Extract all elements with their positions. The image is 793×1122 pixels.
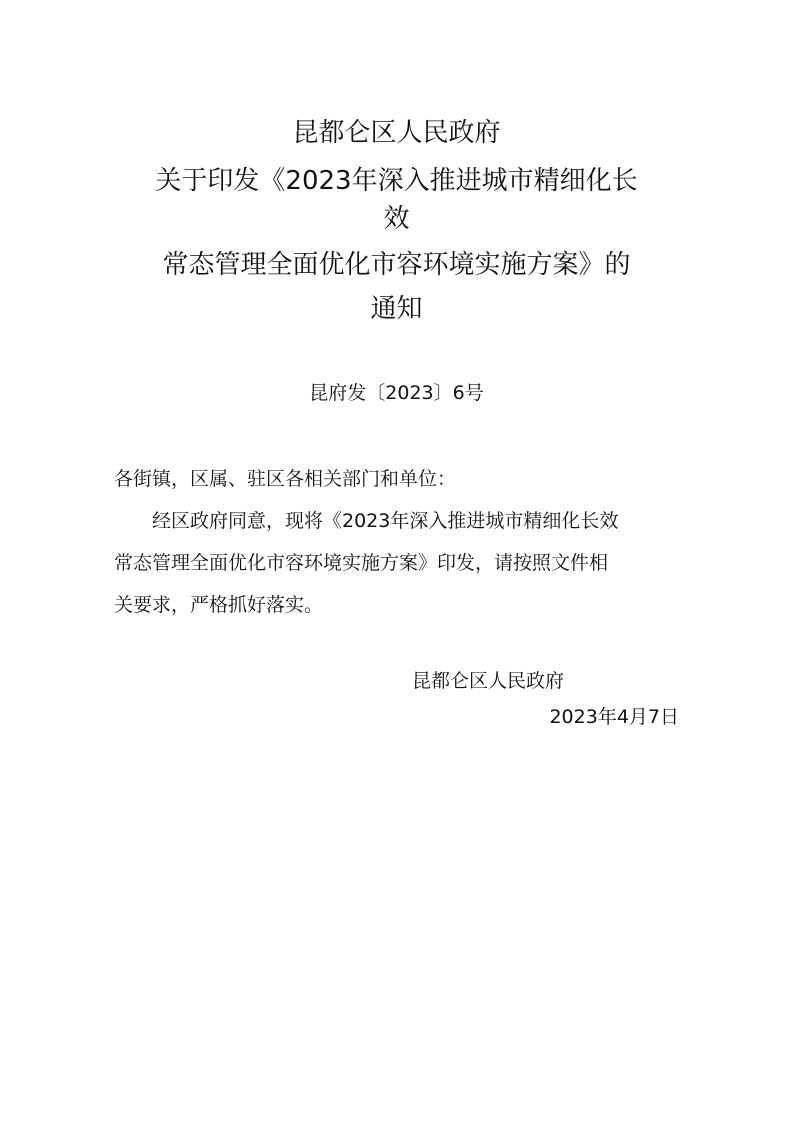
signature-organization: 昆都仑区人民政府 <box>412 670 565 692</box>
body-paragraph-line-1: 经区政府同意，现将《2023年深入推进城市精细化长效 <box>152 510 619 532</box>
document-number: 昆府发〔2023〕6号 <box>309 382 484 404</box>
title-line-1: 昆都仑区人民政府 <box>292 118 501 148</box>
title-line-4: 常态管理全面优化市容环境实施方案》的 <box>162 250 631 280</box>
title-line-3: 效 <box>383 204 410 234</box>
title-line-2: 关于印发《2023年深入推进城市精细化长 <box>155 166 638 196</box>
signature-date: 2023年4月7日 <box>549 706 679 728</box>
body-paragraph-line-2: 常态管理全面优化市容环境实施方案》印发，请按照文件相 <box>114 552 609 574</box>
body-paragraph-line-3: 关要求，严格抓好落实。 <box>114 594 324 616</box>
salutation: 各街镇，区属、驻区各相关部门和单位： <box>114 468 457 490</box>
title-line-5: 通知 <box>370 294 423 324</box>
